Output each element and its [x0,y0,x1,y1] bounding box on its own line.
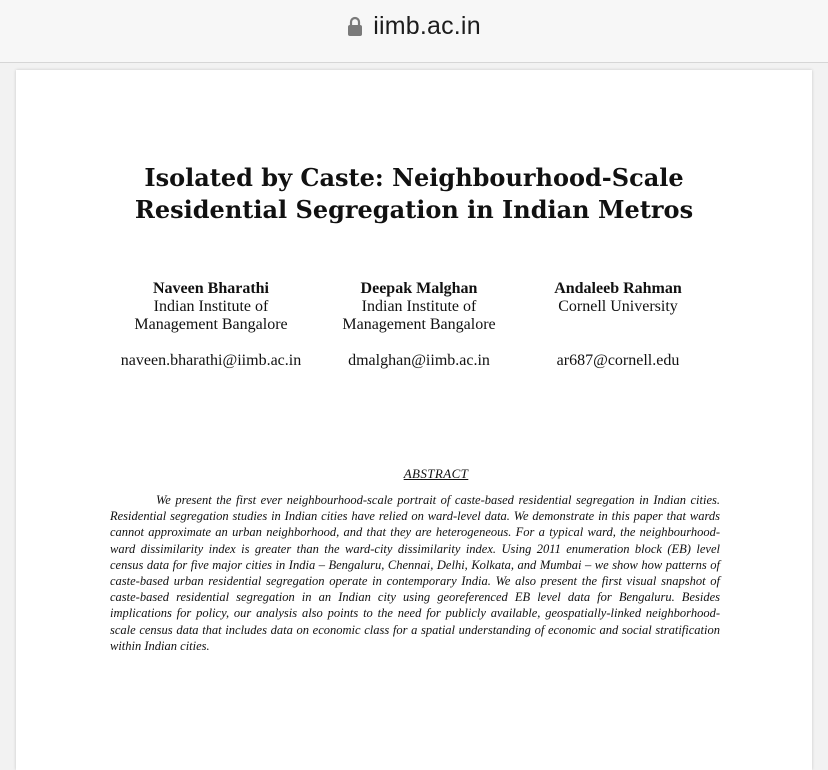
author-affiliation-line2 [522,316,714,334]
author-name: Naveen Bharathi [153,280,269,297]
lock-icon [347,16,363,36]
title-line-2: Residential Segregation in Indian Metros [134,195,694,224]
url-text[interactable]: iimb.ac.in [373,11,481,40]
title-line-1: Isolated by Caste: Neighbourhood-Scale [144,163,684,192]
author-affiliation-line2: Management Bangalore [134,316,288,333]
author-block-3 [522,280,714,370]
author-affiliation-line1: Indian Institute of [153,298,269,315]
paper-title [16,162,812,226]
author-email[interactable]: naveen.bharathi@iimb.ac.in [120,352,302,369]
author-name: Andaleeb Rahman [554,280,682,297]
pdf-page [16,70,812,770]
browser-address-bar[interactable] [0,0,828,63]
author-name: Deepak Malghan [360,280,478,297]
author-affiliation-line1: Indian Institute of [361,298,477,315]
url-display[interactable] [347,12,481,41]
author-block-2 [316,280,522,370]
author-block-1 [106,280,316,370]
author-email[interactable]: ar687@cornell.edu [556,352,680,369]
author-affiliation-line1: Cornell University [558,298,678,315]
author-affiliation-line2: Management Bangalore [342,316,496,333]
abstract-heading: ABSTRACT [403,466,469,481]
abstract-text: We present the first ever neighbourhood-scale portrait of caste-based residential segregation in Indian cities. Residential segregation studies in Indian cities have relied on ward-level data. We demonstrate in this paper that wards cannot approximate an urban neighborhood, and that they are heterogeneous. For a typical ward, the neighbourhood-ward dissimilarity index is greater than the ward-city dissimilarity index. Using 2011 enumeration block (EB) level census data for five major cities in India – Bengaluru, Chennai, Delhi, Kolkata, and Mumbai – we show how patterns of caste-based urban residential segregation operate in contemporary India. We also present the first visual snapshot of caste-based residential segregation in an Indian city using georeferenced EB level data for Bengaluru. Besides implications for policy, our analysis also points to the need for publicly available, geospatially-linked neighborhood-scale census data that includes data on economic class for a spatial understanding of economic and social stratification within Indian cities. [110,493,720,653]
author-email[interactable]: dmalghan@iimb.ac.in [348,352,490,369]
